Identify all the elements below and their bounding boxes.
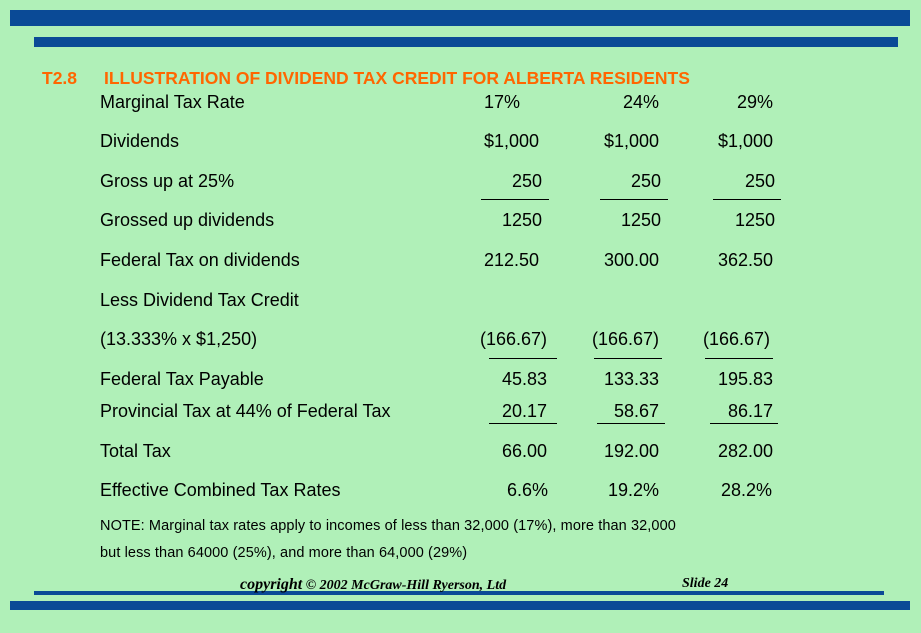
underline [594, 358, 662, 359]
cell: 1250 [735, 210, 776, 230]
row-label: Grossed up dividends [100, 210, 275, 230]
cell: 24% [623, 92, 660, 112]
cell: 362.50 [718, 250, 774, 270]
cell: 195.83 [718, 369, 774, 389]
cell: 250 [631, 171, 662, 191]
cell: $1,000 [484, 131, 540, 151]
top-rule [34, 37, 898, 47]
cell: $1,000 [718, 131, 774, 151]
cell: (166.67) [592, 329, 660, 349]
copyright-text: © 2002 McGraw-Hill Ryerson, Ltd [302, 578, 507, 593]
cell: 1250 [621, 210, 662, 230]
footer [240, 576, 729, 594]
cell: (166.67) [480, 329, 548, 349]
copyright-word: copyright [240, 576, 303, 593]
underline [481, 199, 549, 200]
cell: 58.67 [614, 401, 660, 421]
cell: 20.17 [502, 401, 548, 421]
cell: 250 [745, 171, 776, 191]
note-line-1: NOTE: Marginal tax rates apply to incomes of less than 32,000 (17%), more than 32,000 [100, 518, 676, 534]
bottom-bar [10, 601, 910, 610]
cell: $1,000 [604, 131, 660, 151]
cell: 250 [512, 171, 543, 191]
top-bar [10, 10, 910, 26]
slide-title [42, 68, 690, 89]
row-label: Less Dividend Tax Credit [100, 290, 299, 310]
cell: 17% [484, 92, 521, 112]
row-label: Federal Tax on dividends [100, 250, 300, 270]
cell: 192.00 [604, 441, 660, 461]
row-label: Provincial Tax at 44% of Federal Tax [100, 401, 391, 421]
row-label: Federal Tax Payable [100, 369, 264, 389]
cell: 66.00 [502, 441, 548, 461]
underline [710, 423, 778, 424]
row-label: (13.333% x $1,250) [100, 329, 258, 349]
cell: 300.00 [604, 250, 660, 270]
row-label: Dividends [100, 131, 180, 151]
row-label: Total Tax [100, 441, 171, 461]
cell: 6.6% [507, 480, 549, 500]
cell: 86.17 [728, 401, 774, 421]
cell: 29% [737, 92, 774, 112]
row-label: Gross up at 25% [100, 171, 235, 191]
cell: 19.2% [608, 480, 660, 500]
slide-number: Slide 24 [682, 576, 729, 591]
note-line-2: but less than 64000 (25%), and more than 64,000 (29%) [100, 545, 468, 561]
underline [600, 199, 668, 200]
underline [705, 358, 773, 359]
cell: 212.50 [484, 250, 540, 270]
underline [713, 199, 781, 200]
underline [597, 423, 665, 424]
cell: (166.67) [703, 329, 771, 349]
slide-code: T2.8 [42, 68, 78, 88]
row-label: Marginal Tax Rate [100, 92, 245, 112]
cell: 282.00 [718, 441, 774, 461]
cell: 45.83 [502, 369, 548, 389]
cell: 133.33 [604, 369, 660, 389]
underline [489, 423, 557, 424]
cell: 28.2% [721, 480, 773, 500]
slide-heading: ILLUSTRATION OF DIVIDEND TAX CREDIT FOR ALBERTA RESIDENTS [104, 68, 690, 88]
cell: 1250 [502, 210, 543, 230]
underline [489, 358, 557, 359]
row-label: Effective Combined Tax Rates [100, 480, 341, 500]
